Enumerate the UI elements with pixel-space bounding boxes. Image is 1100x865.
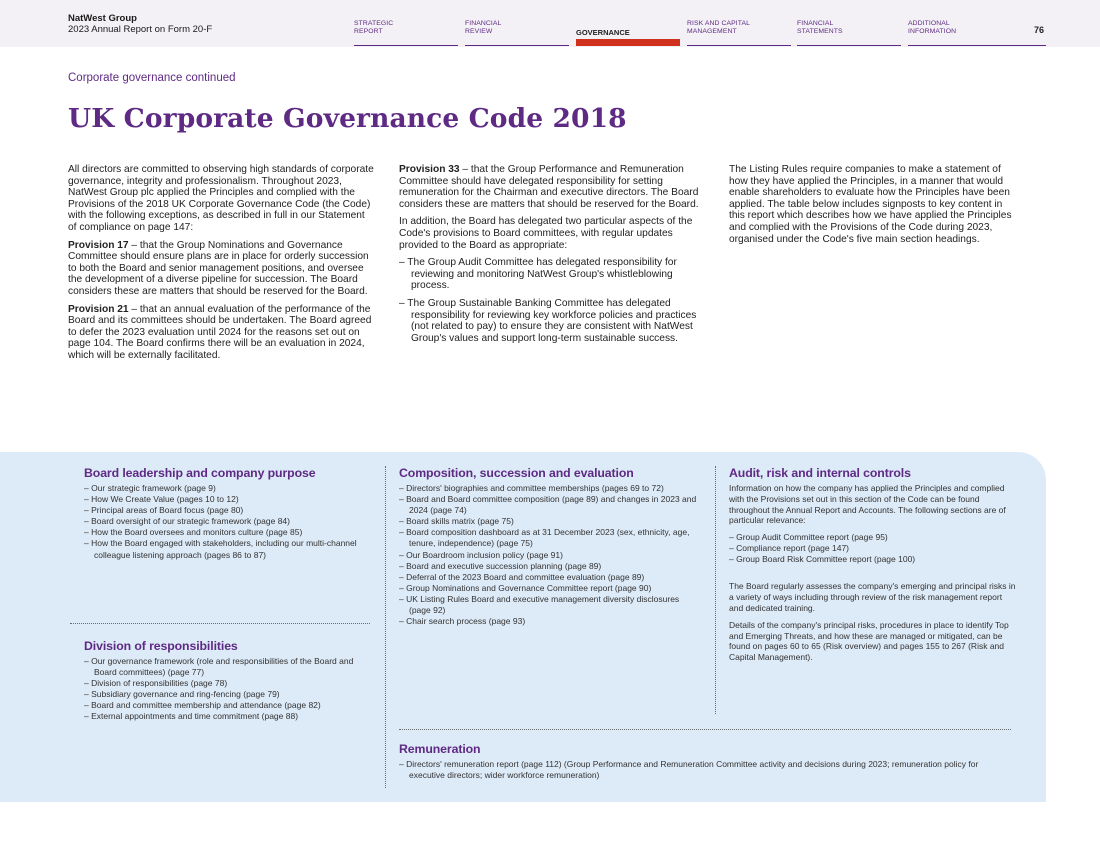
intro-paragraph: All directors are committed to observing high standards of corporate governance, integrity and professionalism. Throughout 2023, NatWest Group plc applied the Principles and complied with the Provisions of the 2018 UK Corporate Governance Code (the Code) with the following exceptions, as described in full in our Statement of compliance on page 147: bbox=[68, 164, 374, 233]
delegation-item: – The Group Audit Committee has delegated responsibility for reviewing and monitoring NatWest Group's whistleblowing process. bbox=[399, 257, 677, 292]
list-item: – Board oversight of our strategic framework (page 84) bbox=[84, 516, 290, 527]
nav-line: RISK AND CAPITAL bbox=[687, 20, 751, 27]
provision-33 bbox=[399, 164, 701, 210]
report-name: 2023 Annual Report on Form 20-F bbox=[68, 24, 213, 35]
nav-underline bbox=[354, 45, 458, 46]
nav-line: FINANCIAL bbox=[465, 20, 502, 27]
column-3 bbox=[729, 164, 1021, 251]
list-item: – External appointments and time commitment (page 88) bbox=[84, 711, 299, 722]
list-item: – Principal areas of Board focus (page 80) bbox=[84, 505, 244, 516]
nav-governance[interactable]: GOVERNANCE bbox=[576, 28, 630, 37]
list-item: – How We Create Value (pages 10 to 12) bbox=[84, 494, 239, 505]
nav-line: FINANCIAL bbox=[797, 20, 834, 27]
list-item: – Directors' remuneration report (page 112) (Group Performance and Remuneration Committee activity and decisions during 2023; remuneration policy for executive directors; wider workforce remuneration) bbox=[399, 759, 979, 781]
signpost-list bbox=[399, 759, 1009, 781]
nav-line: REVIEW bbox=[465, 28, 493, 35]
signpost-list bbox=[84, 483, 374, 561]
list-item: – Our strategic framework (page 9) bbox=[84, 483, 216, 493]
nav-financial-statements[interactable] bbox=[797, 20, 843, 36]
section-heading: Remuneration bbox=[399, 742, 481, 756]
list-item: – Group Board Risk Committee report (page 100) bbox=[729, 554, 916, 565]
list-item: – Board skills matrix (page 75) bbox=[399, 516, 514, 527]
list-item: – Board and committee membership and attendance (page 82) bbox=[84, 700, 321, 711]
section-kicker: Corporate governance continued bbox=[68, 72, 236, 84]
section-remuneration bbox=[399, 742, 1009, 781]
page-number: 76 bbox=[1034, 25, 1045, 35]
nav-underline bbox=[908, 45, 1046, 46]
column-divider bbox=[715, 466, 716, 714]
delegation-paragraph: In addition, the Board has delegated two particular aspects of the Code's provisions to Board committees, with regular updates provided to the Board as appropriate: bbox=[399, 216, 693, 251]
list-item: – Deferral of the 2023 Board and committee evaluation (page 89) bbox=[399, 571, 645, 582]
audit-paragraph: Details of the company's principal risks, procedures in place to identify Top and Emerging Threats, and how these are managed or mitigated, can be found on pages 60 to 65 (Risk overview) and pages 155 to 267 (Risk and Capital Management). bbox=[729, 619, 1009, 663]
list-item: – Directors' biographies and committee memberships (pages 69 to 72) bbox=[399, 483, 664, 493]
column-1 bbox=[68, 164, 374, 368]
signpost-list bbox=[399, 483, 699, 627]
list-item: – Group Audit Committee report (page 95) bbox=[729, 532, 888, 543]
list-item: – Division of responsibilities (page 78) bbox=[84, 678, 228, 689]
list-item: – UK Listing Rules Board and executive management diversity disclosures (page 92) bbox=[399, 593, 680, 616]
nav-strategic-report[interactable] bbox=[354, 20, 393, 36]
column-divider bbox=[385, 466, 386, 788]
list-item: – Our governance framework (role and responsibilities of the Board and Board committees) (page 77) bbox=[84, 656, 354, 678]
section-heading: Division of responsibilities bbox=[84, 639, 238, 653]
provision-21-text: – that an annual evaluation of the performance of the Board and its committees should be undertaken. The Board agreed to defer the 2023 evaluation until 2024 for the reasons set out on page 104. The Board confirms there will be an evaluation in 2024, which will be externally facilitated. bbox=[68, 303, 372, 361]
section-board-leadership bbox=[84, 466, 374, 561]
provision-21-label: Provision 21 bbox=[68, 303, 129, 315]
list-item: – Group Nominations and Governance Committee report (page 90) bbox=[399, 582, 652, 593]
provision-17 bbox=[68, 240, 374, 298]
provision-21 bbox=[68, 304, 374, 362]
company-name: NatWest Group bbox=[68, 13, 137, 24]
nav-line: STATEMENTS bbox=[797, 28, 843, 35]
list-item: – Subsidiary governance and ring-fencing (page 79) bbox=[84, 689, 280, 700]
column-2 bbox=[399, 164, 701, 350]
listing-rules-paragraph: The Listing Rules require companies to make a statement of how they have applied the Principles, in a manner that would enable shareholders to evaluate how the Principles have been applied. The table below includes signposts to key content in this report which describes how we have applied the Principles and complied with the Provisions of the Code during 2023, organised under the Code's five main section headings. bbox=[729, 164, 1012, 245]
nav-line: STRATEGIC bbox=[354, 20, 394, 27]
list-item: – Board and executive succession planning (page 89) bbox=[399, 560, 602, 571]
list-item: – Chair search process (page 93) bbox=[399, 616, 526, 627]
list-item: – Our Boardroom inclusion policy (page 91) bbox=[399, 549, 563, 560]
list-item: – Compliance report (page 147) bbox=[729, 543, 850, 554]
nav-underline bbox=[797, 45, 901, 46]
nav-underline bbox=[465, 45, 569, 46]
nav-line: REPORT bbox=[354, 28, 383, 35]
provision-33-text: – that the Group Performance and Remuneration Committee should have delegated responsibility for setting remuneration for the Chairman and executive directors. The Board considers these are matters that should be reserved for the Board. bbox=[399, 164, 699, 210]
audit-paragraph: The Board regularly assesses the company's emerging and principal risks in a variety of ways including through review of the risk management report and dedicated training. bbox=[729, 581, 1016, 614]
nav-line: INFORMATION bbox=[908, 28, 957, 35]
list-item: – How the Board oversees and monitors culture (page 85) bbox=[84, 527, 303, 538]
provision-33-label: Provision 33 bbox=[399, 164, 460, 175]
page-title: UK Corporate Governance Code 2018 bbox=[68, 103, 627, 134]
section-heading: Audit, risk and internal controls bbox=[729, 466, 911, 480]
nav-additional-information[interactable] bbox=[908, 20, 956, 36]
provision-17-text: – that the Group Nominations and Governance Committee should ensure plans are in place for orderly succession to both the Board and senior management positions, and oversee the development of a diverse pipeline for succession. The Board considers these are matters that should be reserved for the Board. bbox=[68, 239, 369, 297]
list-item: – Board and Board committee composition (page 89) and changes in 2023 and 2024 (page 74) bbox=[399, 494, 697, 516]
provision-17-label: Provision 17 bbox=[68, 239, 129, 251]
nav-line: ADDITIONAL bbox=[908, 20, 950, 27]
nav-underline bbox=[687, 45, 791, 46]
section-composition bbox=[399, 466, 699, 627]
section-divider bbox=[399, 729, 1011, 730]
section-audit-risk bbox=[729, 466, 1017, 663]
active-nav-indicator bbox=[576, 39, 680, 46]
audit-intro: Information on how the company has applied the Principles and complied with the Provisions set out in this section of the Code can be found throughout the Annual Report and Accounts. The following sections are of particular relevance: bbox=[729, 483, 1006, 526]
section-divider bbox=[70, 623, 370, 624]
signpost-list bbox=[84, 656, 374, 723]
section-heading: Board leadership and company purpose bbox=[84, 466, 316, 480]
list-item: – Board composition dashboard as at 31 December 2023 (sex, ethnicity, age, tenure, independence) (page 75) bbox=[399, 527, 690, 549]
section-heading: Composition, succession and evaluation bbox=[399, 466, 634, 480]
list-item: – How the Board engaged with stakeholders, including our multi-channel colleague listening approach (pages 86 to 87) bbox=[84, 538, 357, 560]
nav-risk-capital[interactable] bbox=[687, 20, 750, 36]
signpost-list bbox=[729, 532, 1017, 565]
section-nav bbox=[0, 17, 1100, 47]
section-division bbox=[84, 639, 374, 723]
delegation-item: – The Group Sustainable Banking Committee has delegated responsibility for reviewing key workforce policies and practices (not related to pay) to ensure they are consistent with NatWest Group's values and support long-term sustainable success. bbox=[399, 297, 697, 344]
nav-financial-review[interactable] bbox=[465, 20, 501, 36]
nav-line: MANAGEMENT bbox=[687, 28, 737, 35]
